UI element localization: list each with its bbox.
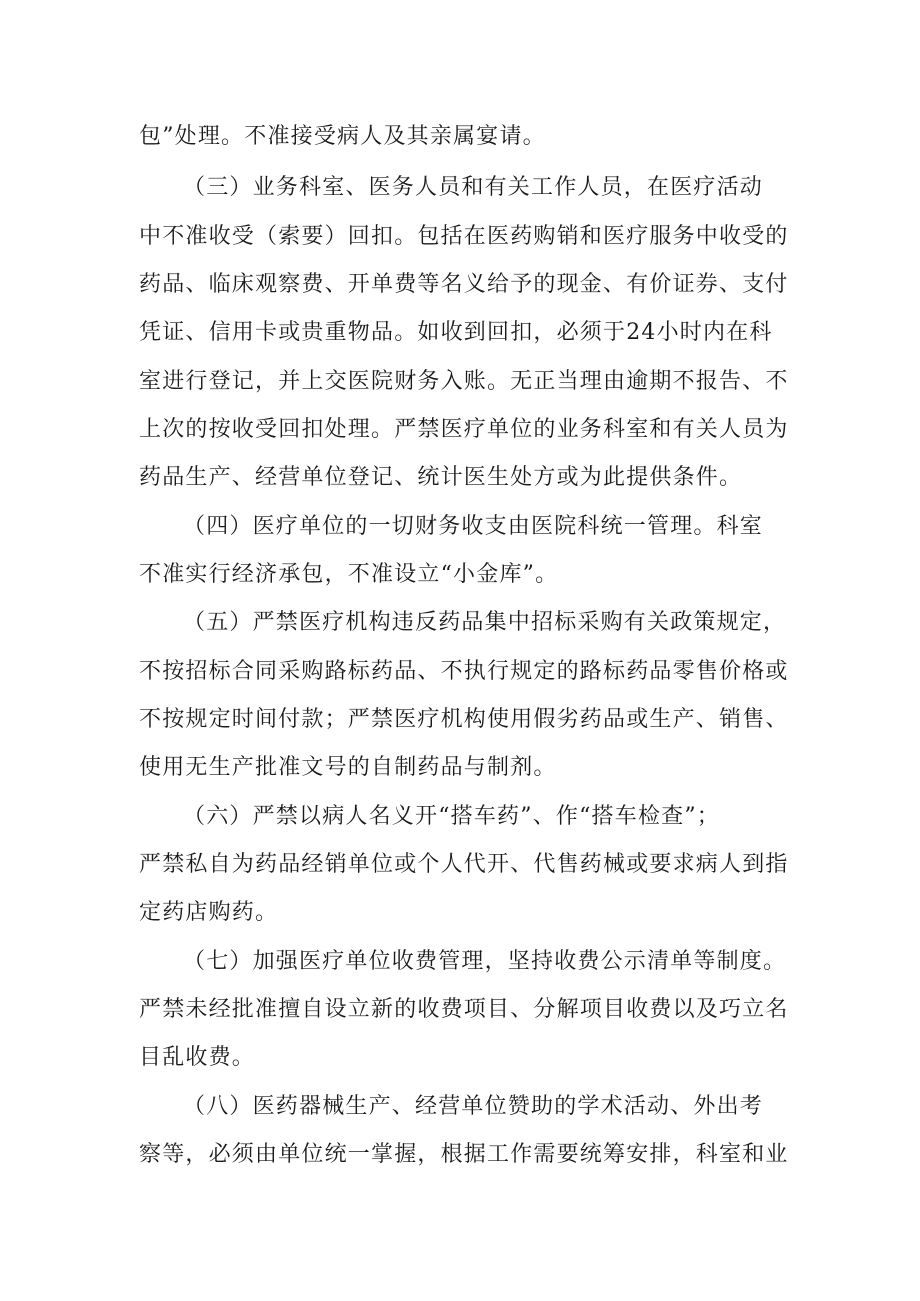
text-line: 室进行登记，并上交医院财务入账。无正当理由逾期不报告、不: [139, 369, 789, 394]
paragraph-6-line: （六）严禁以病人名义开“搭车药”、作“搭车检查”；: [183, 804, 720, 829]
text-line: 凭证、信用卡或贵重物品。如收到回扣，必须于24小时内在科: [139, 320, 773, 345]
text-line: 察等，必须由单位统一掌握，根据工作需要统筹安排，科室和业: [139, 1142, 789, 1167]
text-line: 目乱收费。: [139, 1045, 256, 1070]
text-line: 不按规定时间付款；严禁医疗机构使用假劣药品或生产、销售、: [139, 707, 789, 732]
paragraph-5-line: （五）严禁医疗机构违反药品集中招标采购有关政策规定，: [183, 610, 787, 635]
text-line: 严禁私自为药品经销单位或个人代开、代售药械或要求病人到指: [139, 852, 789, 877]
text-line: 使用无生产批准文号的自制药品与制剂。: [139, 755, 557, 780]
text-line: 定药店购药。: [139, 900, 279, 925]
text-line: 不按招标合同采购路标药品、不执行规定的路标药品零售价格或: [139, 659, 789, 684]
paragraph-3-line: （三）业务科室、医务人员和有关工作人员，在医疗活动: [183, 175, 764, 200]
text-line: 严禁未经批准擅自设立新的收费项目、分解项目收费以及巧立名: [139, 997, 789, 1022]
text-line: 不准实行经济承包，不准设立“小金库”。: [139, 562, 559, 587]
text-line: 药品、临床观察费、开单费等名义给予的现金、有价证券、支付: [139, 272, 789, 297]
paragraph-8-line: （八）医药器械生产、经营单位赞助的学术活动、外出考: [183, 1094, 764, 1119]
paragraph-7-line: （七）加强医疗单位收费管理，坚持收费公示清单等制度。: [183, 949, 787, 974]
text-line: 中不准收受（索要）回扣。包括在医药购销和医疗服务中收受的: [139, 224, 789, 249]
text-line: 包”处理。不准接受病人及其亲属宴请。: [139, 124, 546, 149]
text-line: 上次的按收受回扣处理。严禁医疗单位的业务科室和有关人员为: [139, 417, 789, 442]
paragraph-4-line: （四）医疗单位的一切财务收支由医院科统一管理。科室: [183, 514, 764, 539]
text-line: 药品生产、经营单位登记、统计医生处方或为此提供条件。: [139, 465, 743, 490]
